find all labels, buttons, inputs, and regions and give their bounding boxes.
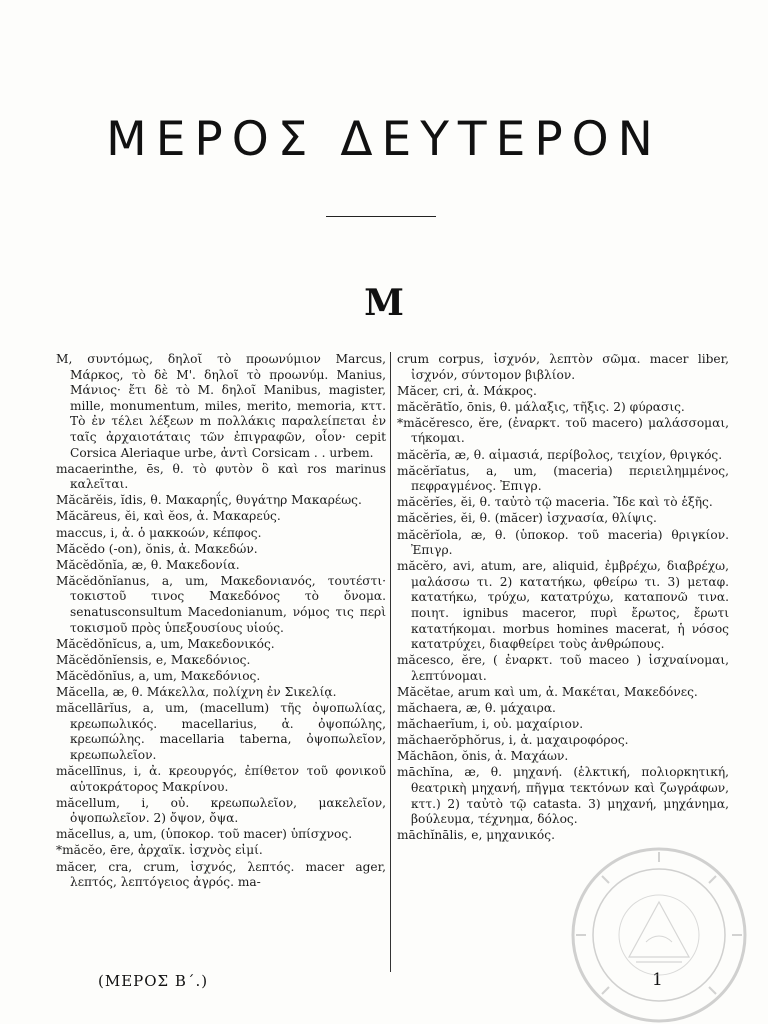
signature-mark: (ΜΕΡΟΣ Β΄.) (98, 972, 209, 990)
entry: Măcella, æ, θ. Μάκελλα, πολίχνη ἐν Σικελίᾳ. (56, 684, 337, 699)
entry: Măcărĕis, ĭdis, θ. Μακαρηΐς, θυγάτηρ Μακαρέως. (56, 493, 362, 508)
entry: măcer, cra, crum, ἰσχνός, λεπτός. macer ager, λεπτός, λεπτόγειος ἀγρός. ma- (56, 859, 386, 890)
entry: măchaerŏphŏrus, i, ἀ. μαχαιροφόρος. (397, 733, 629, 748)
entry: *măcĕresco, ĕre, (ἐναρκτ. τοῦ macero) μαλάσσομαι, τήκομαι. (397, 415, 729, 446)
entry: Măcĕdo (-on), ŏnis, ἀ. Μακεδών. (56, 541, 258, 556)
entry: măcellīnus, i, ἀ. κρεουργός, ἐπίθετον τοῦ φονικοῦ αὐτοκράτορος Μακρίνου. (56, 763, 386, 794)
entry: Măcĕtae, arum καὶ um, ἀ. Μακέται, Μακεδόνες. (397, 684, 698, 699)
entry: Măcĕdŏnĭa, æ, θ. Μακεδονία. (56, 557, 240, 572)
entry: măcellum, i, οὐ. κρεωπωλεῖον, μακελεῖον, ὀψοπωλεῖον. 2) ὄψον, ὄψα. (56, 795, 386, 826)
entry: măcĕrĭatus, a, um, (maceria) περιειλημμένος, πεφραγμένος. Ἐπιγρ. (397, 463, 729, 494)
entry: măcellus, a, um, (ὑποκορ. τοῦ macer) ὑπίσχνος. (56, 827, 353, 842)
entry: maccus, i, ἀ. ὁ μακκοών, κέπφος. (56, 525, 262, 540)
entry: măcĕries, ĕi, θ. (măcer) ἰσχνασία, θλίψις. (397, 511, 657, 526)
entry: măcĕrĭa, æ, θ. αἱμασιά, περίβολος, τειχίον, θριγκός. (397, 447, 723, 462)
entry: māchĭnālis, e, μηχανικός. (397, 828, 555, 843)
title-rule (326, 216, 436, 217)
page-number: 1 (652, 970, 663, 990)
entry: măcellārĭus, a, um, (macellum) τῆς ὀψοπωλίας, κρεωπωλικός. macellarius, ἀ. ὀψοπώλης, κρεωπώλης. macellaria taberna, ὀψοπωλεῖον, κρεωπωλεῖον. (56, 701, 386, 762)
letter-heading: Μ (364, 282, 404, 324)
entry: māchĭna, æ, θ. μηχανή. (ἑλκτική, πολιορκητική, θεατρικὴ μηχανή, πῆγμα τεκτόνων καὶ ζωγράφων, κττ.) 2) ταὐτὸ τῷ catasta. 3) μηχανή, μηχάνημα, βούλευμα, τέχνημα, δόλος. (397, 765, 729, 827)
entry: macaerinthe, ēs, θ. τὸ φυτὸν ὃ καὶ ros marinus καλεῖται. (56, 461, 386, 492)
left-column (56, 352, 386, 891)
entry: crum corpus, ἰσχνόν, λεπτὸν σῶμα. macer liber, ἰσχνόν, σύντομον βιβλίον. (397, 352, 729, 382)
entry: Măcĕdŏnĭanus, a, um, Μακεδονιανός, τουτέστι· τοκιστοῦ τινος Μακεδόνος τὸ ὄνομα. senatusconsultum Macedonianum, νόμος τις περὶ τοκισμοῦ πρὸς ὑπεξουσίους υἱούς. (56, 573, 386, 635)
column-divider (390, 352, 391, 972)
part-title: ΜΕΡΟΣ ΔΕΥΤΕΡΟΝ (106, 112, 662, 167)
entry: măcĕrĭola, æ, θ. (ὑποκορ. τοῦ maceria) θριγκίον. Ἐπιγρ. (397, 527, 729, 558)
entry: *măcĕo, ēre, ἀρχαϊκ. ἰσχνὸς εἰμί. (56, 843, 263, 858)
entry: Măchāon, ŏnis, ἀ. Μαχάων. (397, 749, 569, 764)
entry: măchaerĭum, i, οὐ. μαχαίριον. (397, 717, 584, 732)
entry: Măcer, cri, ἀ. Μάκρος. (397, 383, 537, 398)
entry: măcesco, ĕre, ( ἐναρκτ. τοῦ maceo ) ἰσχναίνομαι, λεπτύνομαι. (397, 653, 729, 683)
library-stamp-icon (566, 842, 752, 1028)
entry: măcĕro, avi, atum, are, aliquid, ἐμβρέχω, διαβρέχω, μαλάσσω τι. 2) κατατήκω, φθείρω τι. 3) μεταφ. κατατήκω, τρύχω, κατατρύχω, καταπονῶ τινα. ποιητ. ignibus maceror, πυρὶ ἔρωτος, ἔρωτι κατατήκομαι. morbus homines macerat, ἡ νόσος κατατρύχει, διαφθείρει τοὺς ἀνθρώπους. (397, 559, 729, 652)
entry: Măcĕdŏnĭcus, a, um, Μακεδονικός. (56, 636, 275, 651)
entry: Măcĕdŏnĭensis, e, Μακεδόνιος. (56, 652, 251, 667)
entry: Măcăreus, ĕi, καὶ ĕos, ἀ. Μακαρεύς. (56, 509, 281, 524)
entry: Μ, συντόμως, δηλοῖ τὸ προωνύμιον Marcus, Μάρκος, τὸ δὲ Μ'. δηλοῖ τὸ προωνύμ. Manius, Μάνιος· ἔτι δὲ τὸ Μ. δηλοῖ Manibus, magister, mille, monumentum, miles, merito, memoria, κττ. Τὸ ἐν τέλει λέξεων m πολλάκις παραλείπεται ἐν ταῖς ἀρχαιοτάταις τῶν ἐπιγραφῶν, οἷον· cepit Corsica Aleriaque urbe, ἀντὶ Corsicam . . urbem. (56, 352, 386, 460)
entry: măcĕrātĭo, ōnis, θ. μάλαξις, τῆξις. 2) φύρασις. (397, 399, 685, 414)
entry: Măcĕdŏnĭus, a, um, Μακεδόνιος. (56, 668, 261, 683)
entry: măcĕrĭes, ĕi, θ. ταὐτὸ τῷ maceria. Ἴδε καὶ τὸ ἑξῆς. (397, 495, 713, 510)
entry: măchaera, æ, θ. μάχαιρα. (397, 701, 556, 716)
right-column (397, 352, 729, 844)
